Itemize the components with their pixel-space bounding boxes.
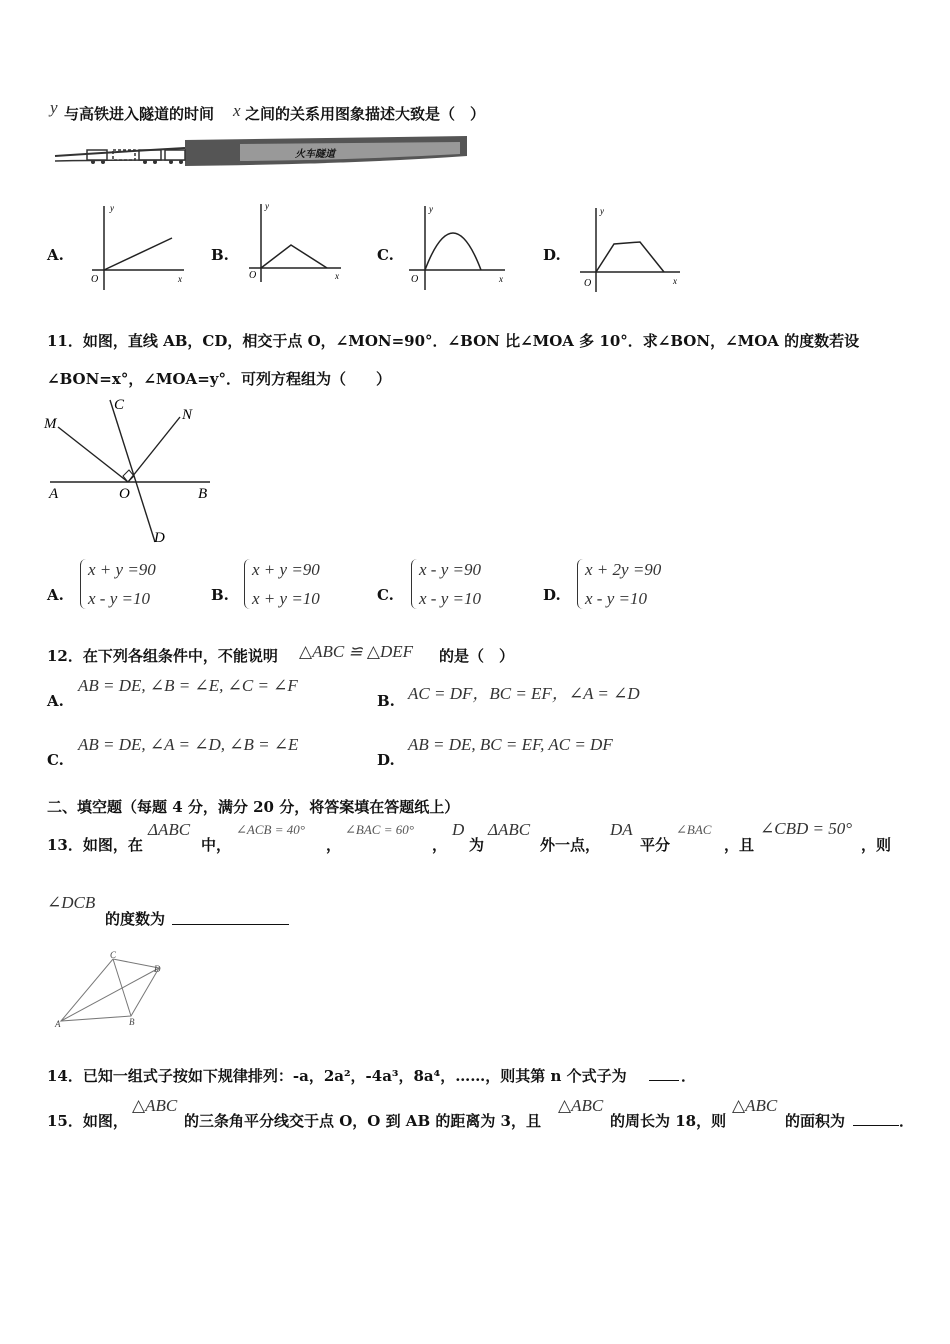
svg-text:x: x: [178, 274, 182, 284]
q13-p4: 外一点，: [540, 836, 601, 854]
q12-option-a-text[interactable]: AB = DE, ∠B = ∠E, ∠C = ∠F: [78, 676, 298, 695]
svg-text:x: x: [335, 271, 339, 281]
quad-outline: [61, 959, 159, 1021]
ray-on: [128, 417, 180, 482]
svg-text:x: x: [673, 276, 677, 286]
svg-text:y: y: [600, 206, 604, 216]
svg-text:C: C: [114, 397, 125, 413]
q11-option-b-eq1[interactable]: x + y =90: [252, 560, 320, 579]
q10-graph-a[interactable]: [88, 202, 188, 292]
svg-text:M: M: [44, 416, 57, 432]
q11-stem-line1: 11．如图，直线 AB，CD，相交于点 O，∠MON=90°．∠BON 比∠MOA 多 10°．求∠BON，∠MOA 的度数若设: [47, 332, 860, 350]
q13-d: D: [452, 820, 465, 839]
svg-text:y: y: [429, 204, 433, 214]
q11-option-a-eq1[interactable]: x + y =90: [88, 560, 156, 579]
q13-bac2: ∠BAC: [676, 822, 712, 837]
q13-comma2: ，: [432, 836, 448, 854]
train-car-3: [139, 150, 161, 160]
q12-congruence: △ABC ≌ △DEF: [299, 642, 414, 661]
q13-acb: ∠ACB = 40°: [236, 822, 305, 837]
q10-option-a-label: A.: [47, 246, 64, 264]
q15-tail: ．: [899, 1112, 915, 1130]
q11-option-b-label: B.: [211, 586, 229, 604]
svg-text:y: y: [110, 203, 114, 213]
train-car-1: [87, 150, 107, 160]
q13-p7: ，则: [861, 836, 892, 854]
svg-text:C: C: [110, 950, 117, 960]
svg-text:A: A: [55, 1019, 61, 1029]
section2-heading: 二、填空题（每题 4 分，满分 20 分，将答案填在答题纸上）: [47, 798, 460, 816]
q11-option-c-label: C.: [377, 586, 394, 604]
tunnel-label: 火车隧道: [295, 149, 335, 160]
q13-cbd: ∠CBD = 50°: [760, 819, 853, 838]
q12-option-d-text[interactable]: AB = DE, BC = EF, AC = DF: [408, 735, 613, 754]
q13-da: DA: [610, 820, 633, 839]
q11-option-a-label: A.: [47, 586, 64, 604]
q12-option-c-text[interactable]: AB = DE, ∠A = ∠D, ∠B = ∠E: [78, 735, 299, 754]
q11-option-d-eq1[interactable]: x + 2y =90: [585, 560, 662, 579]
q13-p2: 中，: [201, 836, 232, 854]
q11-option-d-eq2[interactable]: x - y =10: [585, 589, 647, 608]
q10-option-b-label: B.: [211, 246, 229, 264]
q13-p6: ，且: [724, 836, 755, 854]
q13-dcb: ∠DCB: [47, 893, 96, 912]
q10-graph-d[interactable]: [576, 204, 686, 294]
svg-text:O: O: [91, 274, 99, 285]
q14-answer-blank[interactable]: [649, 1066, 679, 1081]
svg-text:B: B: [129, 1017, 135, 1027]
q11-option-b-brace: [244, 559, 251, 609]
q13-bac: ∠BAC = 60°: [345, 822, 414, 837]
svg-text:O: O: [411, 274, 419, 285]
train-car-4: [165, 150, 185, 160]
q15-answer-blank[interactable]: [853, 1111, 899, 1126]
q10-stem-b: 之间的关系用图象描述大致是（ ）: [245, 105, 486, 123]
q13-tri2: ΔABC: [488, 820, 531, 839]
q15-p2: 的三条角平分线交于点 O，O 到 AB 的距离为 3，且: [184, 1112, 541, 1130]
q11-option-a-brace: [80, 559, 87, 609]
q13-p3: 为: [469, 836, 485, 854]
q15-p3: 的周长为 18，则: [610, 1112, 727, 1130]
q12-option-b-text[interactable]: AC = DF，BC = EF，∠A = ∠D: [408, 684, 640, 703]
ray-om: [58, 427, 128, 482]
q11-option-c-eq2[interactable]: x - y =10: [419, 589, 481, 608]
tunnel-illustration: [55, 134, 475, 174]
svg-text:y: y: [265, 201, 269, 211]
line-cd: [110, 400, 155, 542]
q12-option-d-label: D.: [377, 751, 395, 769]
q15-tri: △ABC: [132, 1096, 178, 1115]
q11-option-d-brace: [577, 559, 584, 609]
q11-stem-line2: ∠BON=x°，∠MOA=y°．可列方程组为（ ）: [47, 370, 391, 388]
svg-text:D: D: [154, 964, 161, 974]
q15-p4: 的面积为: [785, 1112, 846, 1130]
q14-text: 14．已知一组式子按如下规律排列：-a，2a²，-4a³，8a⁴，……，则其第 n 个式子为: [47, 1067, 627, 1085]
q10-option-d-label: D.: [543, 246, 561, 264]
q12-stem-a: 12．在下列各组条件中，不能说明: [47, 647, 278, 665]
q15-tri2: △ABC: [558, 1096, 604, 1115]
svg-text:O: O: [119, 486, 130, 502]
q10-graph-c[interactable]: [405, 202, 510, 292]
q13-comma1: ，: [326, 836, 342, 854]
svg-text:O: O: [249, 270, 257, 281]
svg-text:A: A: [49, 486, 59, 502]
q13-answer-blank[interactable]: [172, 910, 289, 925]
svg-text:x: x: [499, 274, 503, 284]
q13-tri: ΔABC: [148, 820, 191, 839]
q12-option-c-label: C.: [47, 751, 64, 769]
q11-figure: [40, 392, 230, 552]
q12-option-a-label: A.: [47, 692, 64, 710]
svg-text:N: N: [182, 407, 193, 423]
q10-stem-a: 与高铁进入隧道的时间: [64, 105, 215, 123]
q11-option-d-label: D.: [543, 586, 561, 604]
q13-p5: 平分: [640, 836, 671, 854]
q11-option-c-eq1[interactable]: x - y =90: [419, 560, 481, 579]
q11-option-a-eq2[interactable]: x - y =10: [88, 589, 150, 608]
q11-option-c-brace: [411, 559, 418, 609]
svg-text:B: B: [198, 486, 208, 502]
svg-text:O: O: [584, 278, 592, 289]
q15-tri3: △ABC: [732, 1096, 778, 1115]
q10-var-y: y: [50, 98, 58, 117]
q10-option-c-label: C.: [377, 246, 394, 264]
q10-var-x: x: [233, 101, 241, 120]
svg-text:D: D: [154, 530, 165, 546]
q10-graph-b[interactable]: [245, 200, 345, 285]
q12-option-b-label: B.: [377, 692, 395, 710]
q11-option-b-eq2[interactable]: x + y =10: [252, 589, 320, 608]
q13-figure: [55, 948, 170, 1030]
q13-p8: 的度数为: [105, 910, 166, 928]
q15-p1: 15．如图，: [47, 1112, 128, 1130]
q12-stem-b: 的是（ ）: [439, 647, 515, 665]
q13-p1: 13．如图，在: [47, 836, 143, 854]
q14-tail: ．: [681, 1067, 697, 1085]
